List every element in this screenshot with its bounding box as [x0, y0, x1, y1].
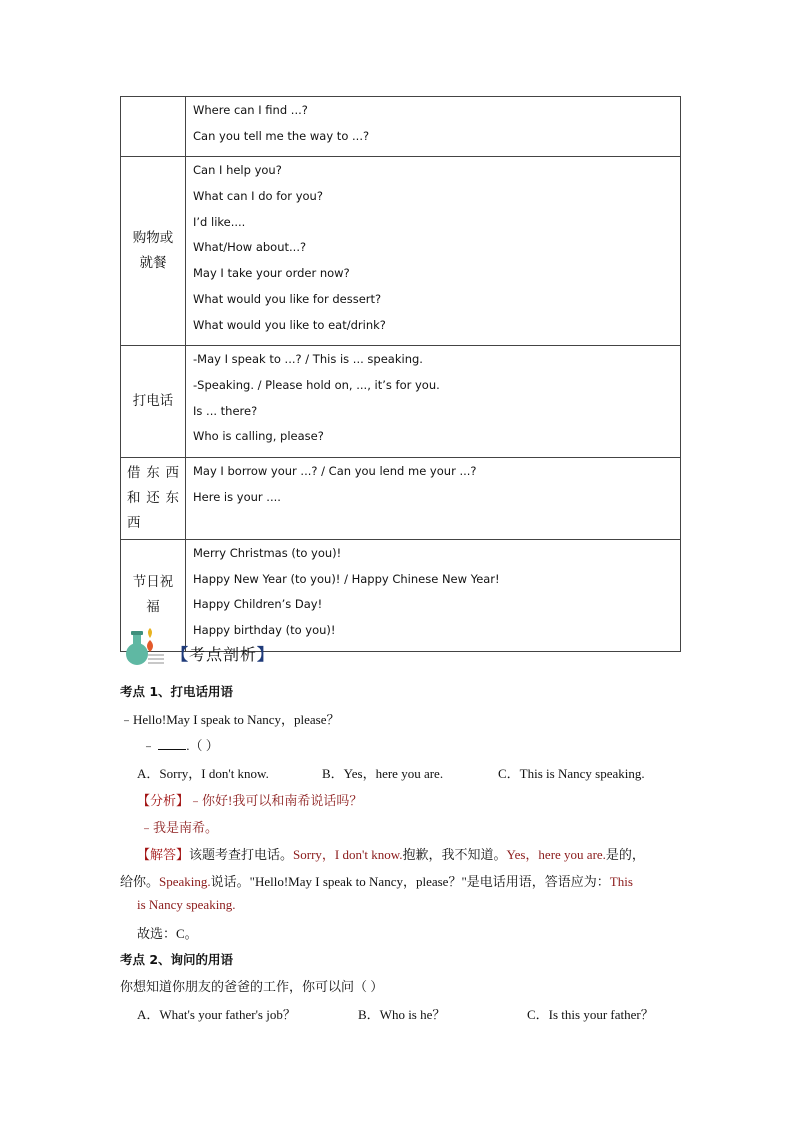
- category-line: 打电话: [132, 393, 174, 410]
- phrase: -May I speak to ...? / This is ... speaking.: [193, 352, 423, 367]
- phrase: Where can I find ...?: [193, 103, 308, 117]
- q2-option-c: C．Is this your father？: [527, 1007, 654, 1022]
- exercise-area: [120, 680, 690, 1040]
- table-row: [121, 457, 681, 539]
- category-cell: [121, 457, 186, 539]
- kp1-heading: 考点 1、打电话用语: [120, 684, 234, 699]
- phrases-cell: [186, 157, 681, 346]
- flask-icon: [122, 628, 166, 668]
- q1-option-c: C．This is Nancy speaking.: [498, 766, 645, 781]
- phrase: May I borrow your ...? / Can you lend me your ...?: [193, 463, 477, 478]
- phrase: Happy New Year (to you)! / Happy Chinese New Year!: [193, 571, 500, 586]
- answer-blank[interactable]: [158, 737, 186, 750]
- phrases-cell: [186, 346, 681, 458]
- category-line: 和还东: [127, 489, 179, 506]
- q1-answer-line: ﹣ .（ ）: [142, 738, 219, 753]
- phrase: What can I do for you?: [193, 189, 323, 204]
- section-title: 【考点剖析】: [172, 645, 275, 664]
- phrase-table: [120, 96, 681, 652]
- phrase: Is ... there?: [193, 403, 258, 418]
- q2-option-a: A．What's your father's job？: [137, 1007, 296, 1022]
- q1-analysis: 【分析】﹣你好!我可以和南希说话吗？: [137, 793, 363, 809]
- phrase: Can I help you?: [193, 163, 282, 178]
- section-header: [122, 628, 422, 668]
- phrase: Can you tell me the way to ...?: [193, 128, 370, 143]
- category-cell: [121, 157, 186, 346]
- table-row: [121, 157, 681, 346]
- phrase: May I take your order now?: [193, 266, 350, 281]
- phrase: Happy birthday (to you)!: [193, 623, 336, 637]
- table-row: [121, 346, 681, 458]
- phrase: What would you like for dessert?: [193, 291, 382, 306]
- category-line: 购物或: [132, 230, 174, 247]
- q2-option-b: B．Who is he？: [358, 1007, 446, 1022]
- q1-solution: 【解答】该题考查打电话。Sorry，I don't know.抱歉，我不知道。Yes，here you are.是的，: [137, 847, 645, 863]
- phrases-cell: [186, 457, 681, 539]
- q1-analysis-2: ﹣我是南希。: [140, 820, 219, 835]
- phrase: What/How about...?: [193, 240, 307, 255]
- category-cell: [121, 346, 186, 458]
- category-line: 西: [127, 514, 141, 531]
- q1-option-a: A．Sorry，I don't know.: [137, 766, 269, 781]
- category-line: 节日祝: [132, 574, 174, 591]
- phrase: -Speaking. / Please hold on, ..., it’s for you.: [193, 377, 440, 392]
- category-line: 借东西: [127, 464, 179, 481]
- q1-stem: ﹣Hello!May I speak to Nancy，please？: [120, 712, 340, 727]
- q2-stem: 你想知道你朋友的爸爸的工作，你可以问（ ）: [120, 979, 384, 994]
- phrase: Here is your ....: [193, 489, 281, 504]
- phrases-cell: [186, 97, 681, 157]
- phrase: Who is calling, please?: [193, 429, 324, 444]
- q1-solution-3: is Nancy speaking.: [137, 897, 236, 912]
- category-line: 就餐: [139, 255, 167, 272]
- phrase: Happy Children’s Day!: [193, 597, 323, 612]
- kp2-heading: 考点 2、询问的用语: [120, 952, 234, 967]
- category-line: 福: [146, 599, 160, 616]
- phrase: Merry Christmas (to you)!: [193, 545, 342, 560]
- phrase: I’d like....: [193, 214, 246, 229]
- q1-choice: 故选：C。: [137, 926, 198, 941]
- category-cell: [121, 97, 186, 157]
- phrase: What would you like to eat/drink?: [193, 317, 386, 332]
- q1-option-b: B．Yes，here you are.: [322, 766, 444, 781]
- q1-solution-2: 给你。Speaking.说话。"Hello!May I speak to Nancy，please？"是电话用语，答语应为：This: [120, 874, 633, 889]
- table-row: [121, 97, 681, 157]
